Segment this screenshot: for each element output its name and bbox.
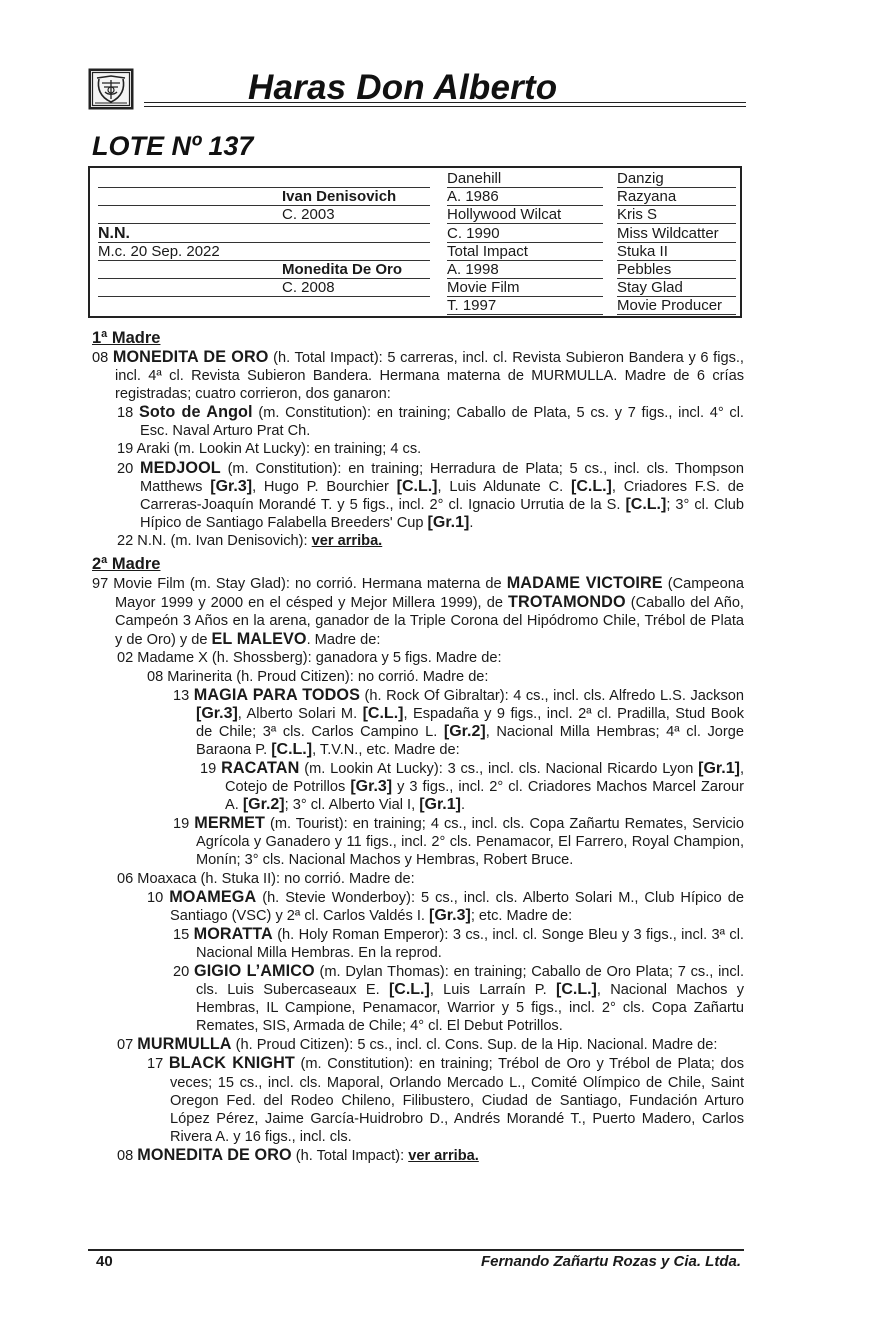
entry-text: ; (446, 405, 457, 422)
pedigree-cell: Kris S (617, 206, 658, 224)
entry-text: 20 (117, 460, 141, 477)
section-heading: 2ª Madre (92, 555, 161, 574)
pedigree-cell: Pebbles (617, 261, 672, 278)
horse-name: MERMET (194, 814, 265, 833)
pedigree-row (90, 279, 740, 297)
horse-name: GIGIO L’AMICO (194, 962, 315, 980)
entry-text: 10 (147, 889, 170, 906)
pedigree-cell: Stay Glad (617, 279, 683, 297)
entry-text: (m. Constitution): (294, 1056, 419, 1073)
entry-text: 15 (173, 926, 194, 943)
progeny-entry (92, 440, 744, 458)
entry-text: (h. Rock Of Gibraltar): 4 cs., incl. cls. Alfredo L.S. Jackson (360, 687, 744, 704)
entry-text: ; (488, 1056, 499, 1073)
progeny-entry (92, 1146, 744, 1165)
horse-name: MONEDITA DE ORO (112, 348, 269, 366)
horse-name: MURMULLA (137, 1035, 232, 1054)
entry-text: ; etc. Madre de: (470, 907, 573, 924)
pedigree-cell: Razyana (617, 188, 677, 206)
pedigree-cell (98, 170, 276, 188)
pedigree-cell: Movie Producer (617, 297, 723, 315)
entry-text: 97 Movie Film (m. Stay Glad): no corrió. Hermana materna de (92, 576, 507, 593)
pedigree-row (90, 297, 740, 315)
entry-text: 07 (117, 1037, 138, 1054)
pedigree-cell: M.c. 20 Sep. 2022 (98, 242, 220, 260)
progeny-entry (92, 870, 744, 888)
pedigree-row (90, 188, 740, 206)
entry-text: 06 Moaxaca (h. Stuka II): no corrió. Madre de: (117, 870, 415, 887)
entry-text: (h. Proud Citizen): 5 cs., incl. cl. Cons. Sup. de la Hip. Nacional. Madre de: (231, 1037, 718, 1054)
entry-text: (h. Stevie Wonderboy): 5 cs., incl. cls. Alberto Solari M., Club Hípico de Santiago (VSC) y 2ª cl. Carlos Valdés I. (170, 889, 744, 924)
progeny-entry (92, 649, 744, 667)
dam-section (92, 329, 744, 550)
horse-name: MOAMEGA (169, 887, 257, 906)
horse-name: RACATAN (221, 758, 300, 777)
entry-text: Caballo de Plata (456, 405, 567, 422)
entry-text: en training (453, 964, 523, 980)
race-grade: [C.L.] (396, 477, 438, 495)
race-grade: [Gr.3] (350, 778, 393, 796)
race-grade: [C.L.] (556, 981, 597, 999)
progeny-entry (92, 888, 744, 925)
entry-text: y (333, 595, 351, 612)
progeny-entry (92, 759, 744, 814)
race-grade: [Gr.1] (427, 513, 470, 531)
pedigree-cell (98, 206, 276, 224)
pedigree-row (90, 243, 740, 261)
entry-text: 17 (147, 1056, 169, 1073)
pedigree-cell: A. 1998 (447, 261, 499, 278)
horse-name: TROTAMONDO (508, 593, 626, 612)
horse-name: MADAME VICTOIRE (506, 574, 663, 593)
brand-title: Haras Don Alberto (248, 68, 558, 107)
entry-text: . (469, 514, 474, 531)
entry-text: Mejor Millera 1999 (350, 595, 473, 612)
lot-title: LOTE Nº 137 (92, 131, 254, 161)
page-number: 40 (96, 1253, 113, 1270)
pedigree-cell: Hollywood Wilcat (447, 206, 562, 224)
entry-text: 19 Araki (m. Lookin At Lucky): (117, 441, 315, 458)
entry-text: ; 3° cl. Club Hípico de Santiago Falabella Breeders' Cup (140, 496, 744, 531)
section-heading: 1ª Madre (92, 329, 161, 347)
entry-text: 19 (200, 760, 222, 777)
progeny-entry (92, 1054, 744, 1145)
race-grade: [Gr.3] (429, 906, 471, 924)
pedigree-row (90, 261, 740, 279)
entry-text: y 3 figs., incl. 2° cl. Criadores Machos Marcel Zarour A. (225, 779, 744, 814)
race-grade: [C.L.] (570, 477, 612, 495)
lot-description (92, 327, 744, 1165)
entry-text: MURMULLA (531, 368, 614, 385)
entry-text: , 5 cs. y 7 figs., incl. 4° cl. Esc. Naval Arturo Prat Ch. (140, 405, 744, 440)
entry-text: , Hugo P. Bourchier (252, 478, 397, 495)
pedigree-cell: Total Impact (447, 242, 528, 260)
pedigree-cell: T. 1997 (447, 297, 497, 315)
entry-text: ( (662, 576, 673, 593)
entry-text: en training (418, 1056, 489, 1073)
entry-text: ; 3° cl. Alberto Vial I, (284, 797, 420, 814)
entry-text: ; 5 cs., incl. cls. Thompson Matthews (140, 460, 745, 495)
progeny-entry (92, 532, 744, 550)
pedigree-row (90, 170, 740, 188)
pedigree-cell (282, 243, 442, 261)
entry-text: 13 (173, 687, 194, 704)
entry-text: (h. Holy Roman Emperor): 3 cs., incl. cl. Songe Bleu y 3 figs., incl. 3ª cl. Nacional Milla Hembras. En la reprod. (196, 926, 744, 961)
entry-text: 02 Madame X (h. Shossberg): ganadora y 5 figs. Madre de: (117, 650, 502, 667)
horse-name: MONEDITA DE ORO (137, 1145, 292, 1164)
entry-text: (h. Total Impact): 5 carreras, incl. cl. Revista Subieron Bandera y 6 figs., incl. 4ª cl. Revista Subieron Bandera. Hermana materna de (115, 350, 744, 385)
entry-text: Caballo de Oro Plata (531, 964, 669, 980)
pedigree-cell: A. 1986 (447, 188, 499, 206)
pedigree-cell (282, 225, 442, 243)
entry-text: 19 (173, 816, 195, 833)
race-grade: [Gr.3] (196, 704, 238, 722)
entry-text: , Nacional Machos y Hembras, IL Campione, Penamacor, Warrior y 5 figs., incl. 2° cls. Copa Zañartu Remates, SIS, Armada de Chile; 4° cl. El Debut Potrillos. (196, 982, 745, 1035)
entry-text: ; 4 cs. (382, 441, 422, 458)
pedigree-cell (98, 188, 276, 206)
pedigree-cell: C. 1990 (447, 224, 500, 242)
pedigree-cell: Danzig (617, 170, 664, 187)
entry-text: . Madre de: (306, 632, 381, 649)
entry-text: , Luis Aldunate C. (437, 478, 571, 495)
entry-text: en training (348, 460, 420, 477)
race-grade: [C.L.] (271, 740, 313, 758)
haras-logo-icon (88, 68, 134, 110)
entry-text: 18 (117, 405, 139, 422)
header-rule (144, 106, 746, 107)
horse-name: BLACK KNIGHT (168, 1054, 295, 1073)
pedigree-cell: N.N. (98, 224, 130, 242)
entry-text: Herradura de Plata (429, 460, 559, 477)
entry-text: , Nacional Milla Hembras; 4ª cl. Jorge Baraona P. (196, 723, 744, 758)
horse-name: MAGIA PARA TODOS (193, 685, 360, 704)
entry-text: ; dos veces; 15 cs., incl. cls. Maporal, Orlando Mercado L., Comité Olímpico de Chile, Saint Oregon Fed. del Rodeo Chileno, Filibustero, Ciudad de Santiago, Fundación Arturo López Pérez, Jaime García-Huidrobro D., Andrés Morandé T., Puerto Madero, Carlos Rivera A. y 16 figs., incl. cls. (170, 1056, 745, 1145)
pedigree-cell: Ivan Denisovich (282, 188, 397, 206)
entry-text: , Alberto Solari M. (237, 705, 363, 722)
pedigree-cell (282, 170, 442, 188)
progeny-entry (92, 814, 744, 869)
race-grade: [Gr.3] (210, 477, 253, 495)
entry-text: , Cotejo de Potrillos (225, 760, 744, 796)
entry-text: , Luis Larraín P. (429, 982, 556, 999)
entry-text: (m. Lookin At Lucky): 3 cs., incl. cls. Nacional Ricardo Lyon (299, 760, 699, 777)
pedigree-row (90, 225, 740, 243)
race-grade: [C.L.] (388, 981, 430, 999)
progeny-entry (92, 403, 744, 440)
entry-text: (m. Tourist): (264, 816, 353, 833)
progeny-entry (92, 348, 744, 403)
pedigree-cell (98, 279, 276, 297)
horse-name: MORATTA (193, 924, 273, 943)
publisher-name: Fernando Zañartu Rozas y Cia. Ltda. (480, 1253, 741, 1270)
progeny-entry (92, 962, 744, 1035)
entry-text: , Espadaña y 9 figs., incl. 2ª cl. Pradilla, Stud Book de Chile; 3ª cls. Carlos Campino L. (196, 705, 744, 740)
entry-text: Campeona Mayor 1999 y 2000 en el césped (115, 576, 744, 612)
entry-text: (h. Total Impact): (291, 1147, 409, 1164)
pedigree-cell (98, 297, 276, 315)
entry-text: ), de (472, 595, 509, 612)
page-header (88, 66, 746, 112)
entry-text: 20 (173, 964, 194, 980)
horse-name: EL MALEVO (211, 630, 307, 649)
entry-text: . Madre de 6 crías registradas; cuatro corrieron, dos ganaron: (115, 368, 744, 403)
entry-text: ; (419, 460, 430, 477)
entry-text: 08 (92, 350, 113, 366)
pedigree-cell (282, 297, 442, 315)
horse-name: Soto de Angol (138, 403, 253, 422)
entry-text: (m. Dylan Thomas): (314, 964, 454, 980)
entry-text: 22 N.N. (m. Ivan Denisovich): (117, 532, 312, 549)
race-grade: [Gr.2] (242, 796, 285, 814)
header-rule (144, 102, 746, 103)
progeny-entry (92, 574, 744, 649)
pedigree-cell: C. 2003 (282, 206, 335, 224)
pedigree-table (88, 166, 742, 318)
progeny-entry (92, 1035, 744, 1054)
horse-name: MEDJOOL (140, 458, 221, 477)
progeny-entry (92, 925, 744, 962)
cross-reference: ver arriba. (408, 1147, 479, 1164)
entry-text: en training (376, 405, 447, 422)
entry-text: en training (314, 441, 383, 458)
entry-text: Trébol de Oro y Trébol de Plata (498, 1056, 711, 1073)
pedigree-cell: C. 2008 (282, 279, 335, 297)
race-grade: [Gr.2] (443, 722, 486, 740)
entry-text: . (460, 797, 466, 814)
entry-text: (m. Constitution): (252, 405, 377, 422)
entry-text: ( (625, 595, 636, 612)
entry-text: ) y de (170, 632, 212, 649)
cross-reference: ver arriba. (311, 532, 383, 549)
entry-text: , Criadores F.S. de Carreras-Joaquín Morandé T. y 5 figs., incl. 2° cl. Ignacio Urrutia de la S. (140, 478, 744, 513)
pedigree-cell: Miss Wildcatter (617, 224, 719, 242)
progeny-entry (92, 459, 744, 532)
entry-text: Caballo del Año, Campeón 3 Años en la arena, ganador de la Triple Corona del Hipódromo Chile, Trébol de Plata y de Oro (115, 595, 744, 649)
dam-section (92, 555, 744, 1165)
race-grade: [C.L.] (625, 495, 667, 513)
race-grade: [Gr.1] (419, 796, 461, 814)
pedigree-rule (617, 314, 736, 315)
pedigree-cell (98, 261, 276, 279)
pedigree-cell: Danehill (447, 170, 502, 187)
progeny-entry (92, 686, 744, 759)
pedigree-row (90, 206, 740, 224)
footer-rule (88, 1249, 744, 1251)
pedigree-cell: Movie Film (447, 279, 520, 297)
pedigree-cell: Stuka II (617, 242, 668, 260)
entry-text: (m. Constitution): (220, 460, 349, 477)
progeny-entry (92, 668, 744, 686)
entry-text: 08 Marinerita (h. Proud Citizen): no corrió. Madre de: (147, 668, 489, 685)
pedigree-cell: Monedita De Oro (282, 261, 403, 278)
entry-text: ; 7 cs., incl. cls. Luis Subercaseaux E. (196, 964, 745, 999)
entry-text: en training (352, 816, 422, 833)
race-grade: [C.L.] (362, 704, 404, 722)
entry-text: 08 (117, 1147, 138, 1164)
entry-text: , T.V.N., etc. Madre de: (312, 741, 460, 758)
entry-text: ; (522, 964, 532, 980)
race-grade: [Gr.1] (698, 759, 740, 777)
pedigree-rule (447, 314, 603, 315)
entry-text: ; 4 cs., incl. cls. Copa Zañartu Remates, Servicio Agrícola y Ganadero y 11 figs., incl. 2° cls. Penamacor, El Farrero, Royal Champion, Monín; 3° cls. Nacional Machos y Hembras, Robert Bruce. (196, 816, 744, 869)
